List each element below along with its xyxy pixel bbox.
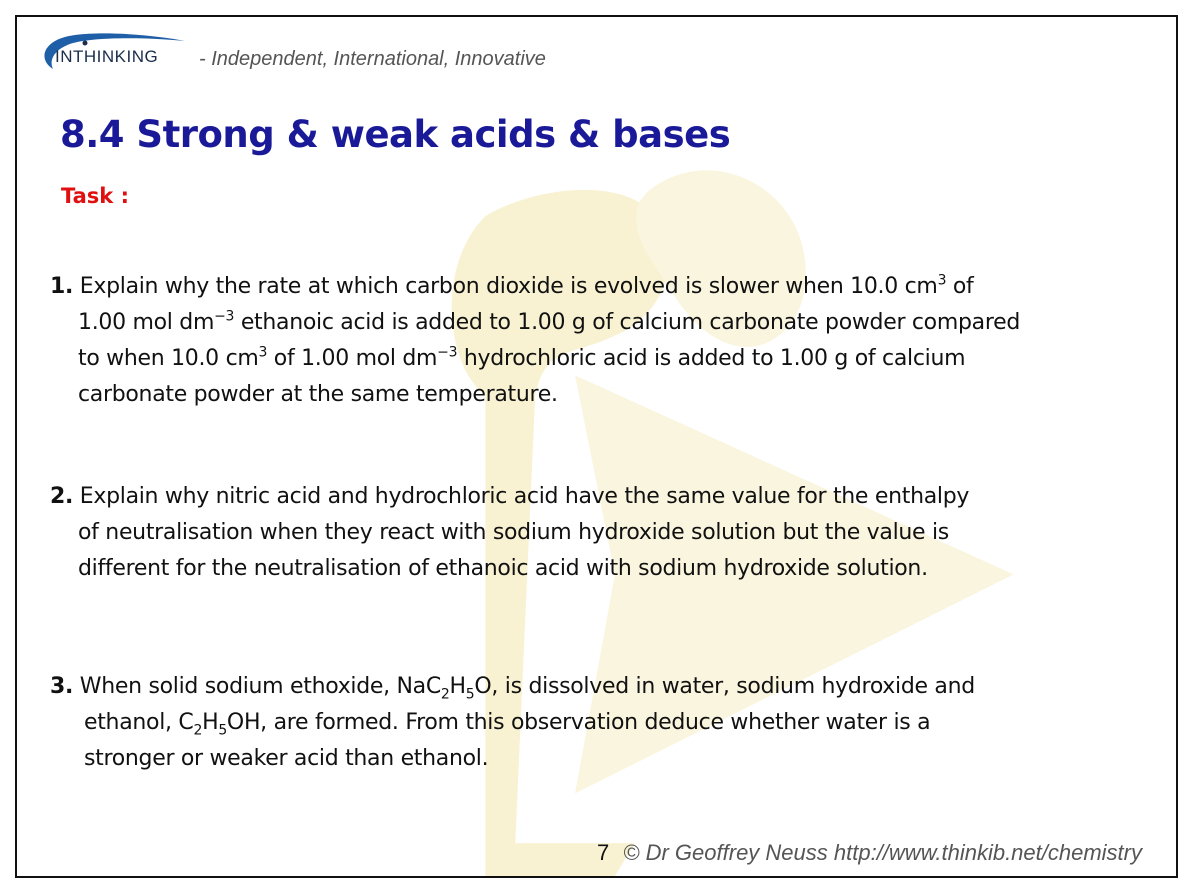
question-text: OH, are formed. From this observation deduce whether water is a (226, 710, 931, 735)
question-text: H (202, 710, 219, 735)
question-number: 1. (50, 274, 74, 299)
question-number: 2. (50, 484, 74, 509)
footer (597, 840, 1142, 866)
slide-title: 8.4 Strong & weak acids & bases (60, 113, 731, 156)
subscript: 5 (218, 722, 227, 739)
question-2 (50, 479, 969, 587)
question-text: 1.00 mol dm (78, 310, 215, 335)
tagline: - Independent, International, Innovative (199, 48, 546, 70)
question-text: carbonate powder at the same temperature. (78, 382, 558, 407)
question-text: to when 10.0 cm (78, 346, 259, 371)
question-text: stronger or weaker acid than ethanol. (84, 746, 489, 771)
task-label: Task : (61, 184, 129, 208)
copyright-credit: © Dr Geoffrey Neuss http://www.thinkib.net/chemistry (623, 840, 1142, 865)
question-3 (50, 669, 975, 777)
superscript: 3 (937, 272, 947, 289)
question-text: of (946, 274, 974, 299)
question-text: of 1.00 mol dm (267, 346, 438, 371)
question-text: H (449, 674, 466, 699)
subscript: 2 (440, 686, 450, 703)
question-text: O, is dissolved in water, sodium hydroxide and (474, 674, 975, 699)
question-text: of neutralisation when they react with sodium hydroxide solution but the value is (78, 520, 949, 545)
question-1 (50, 269, 1020, 413)
inthinking-logo (35, 31, 195, 71)
superscript: −3 (214, 308, 235, 325)
question-text: Explain why the rate at which carbon dioxide is evolved is slower when 10.0 cm (73, 274, 938, 299)
question-text: When solid sodium ethoxide, NaC (73, 674, 441, 699)
question-text: ethanol, C (84, 710, 194, 735)
superscript: −3 (437, 344, 458, 361)
page-number: 7 (597, 840, 610, 865)
logo-text: INTHINKING (55, 47, 159, 66)
subscript: 2 (193, 722, 203, 739)
question-text: hydrochloric acid is added to 1.00 g of calcium (457, 346, 966, 371)
question-text: different for the neutralisation of ethanoic acid with sodium hydroxide solution. (78, 556, 928, 581)
subscript: 5 (465, 686, 475, 703)
superscript: 3 (258, 344, 268, 361)
question-number: 3. (50, 674, 74, 699)
slide (15, 15, 1178, 878)
question-text: Explain why nitric acid and hydrochloric acid have the same value for the enthalpy (73, 484, 970, 509)
question-text: ethanoic acid is added to 1.00 g of calcium carbonate powder compared (234, 310, 1020, 335)
